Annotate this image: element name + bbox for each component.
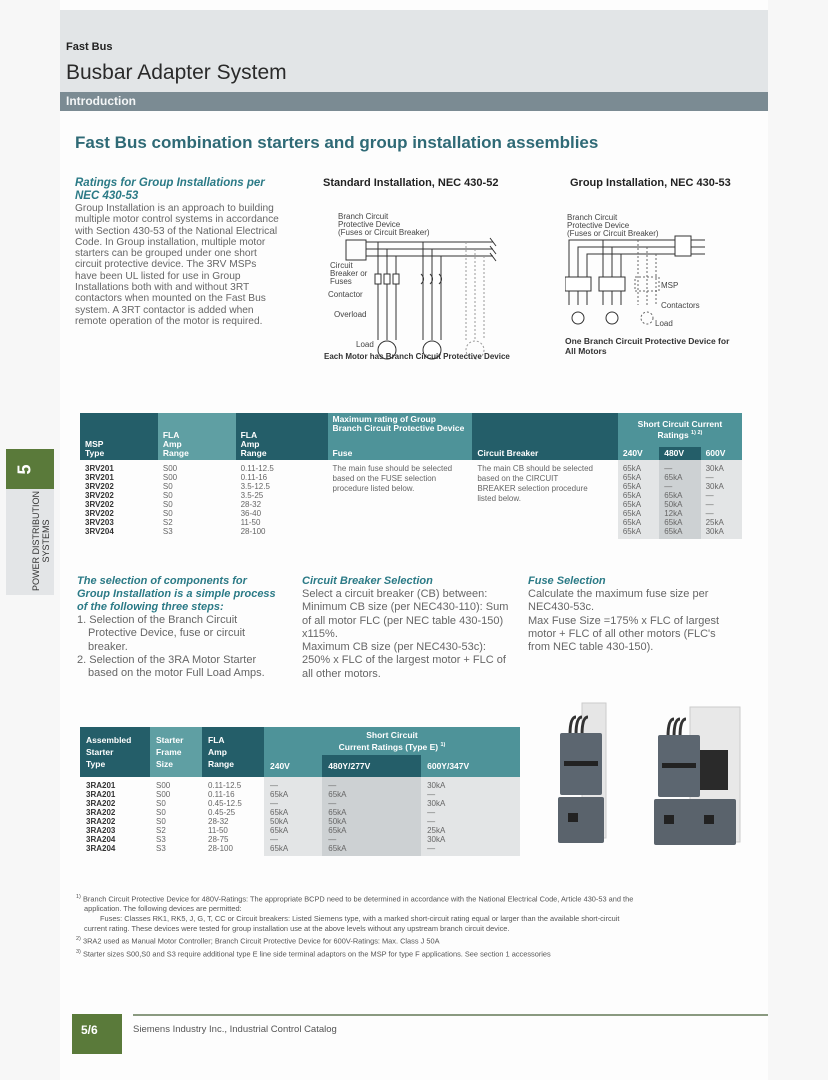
ratings-body: Group Installation is an approach to building multiple motor control systems in accordance with Section 430-53 of the National Electrical Code. In Group installation, multiple motor starters can be grouped under one short circuit protective device. The 3RV MSPs have been UL listed for use in Group Installations both with and without 3RT contactors when mounted on the Fast Bus system. A 3RT contactor is added when remote operation of the motor is required.	[75, 203, 279, 327]
cell-value: 0.45-12.5	[208, 798, 242, 808]
cell-value: 65kA	[270, 825, 289, 835]
step-item: 2. Selection of the 3RA Motor Starter based on the motor Full Load Amps.	[77, 653, 265, 680]
cell-value: 28-100	[208, 843, 233, 853]
cell-value: 65kA	[270, 843, 289, 853]
cell-value: 65kA	[270, 789, 289, 799]
header-kicker: Fast Bus	[66, 41, 113, 53]
step-item: 1. Selection of the Branch Circuit Protective Device, fuse or circuit breaker.	[77, 614, 246, 653]
msp-ratings-table	[80, 413, 742, 539]
cell-value: 65kA	[270, 807, 289, 817]
standard-installation-diagram	[328, 210, 508, 365]
cell-value: S0	[162, 491, 173, 500]
cell-value: —	[664, 482, 673, 491]
cell-value: 28-100	[240, 527, 266, 536]
main-heading: Fast Bus combination starters and group installation assemblies	[75, 133, 599, 152]
starter-r600-cell	[427, 781, 514, 853]
fuse-note: The main fuse should be selected based on the FUSE selection procedure listed below.	[332, 464, 453, 493]
frame-cell	[163, 464, 231, 536]
cell-value: 0.45-25	[208, 807, 236, 817]
col-sccr-type-e: Short Circuit Current Ratings (Type E) $^{1)}$	[264, 727, 520, 755]
cell-value: S0	[156, 807, 166, 817]
grp-bcpd-label2: Protective Device	[567, 221, 630, 230]
cell-value: 65kA	[664, 473, 683, 482]
footnote-1c: Fuses: Classes RK1, RK5, J, G, T, CC or Circuit breakers: Listed Siemens type, with a marked short-circuit rating equal or larger than the available short-circuit	[100, 914, 620, 924]
fuse-selection-section	[528, 575, 723, 654]
cell-value: S0	[156, 798, 166, 808]
starter-fla-cell	[208, 781, 258, 853]
page-title: Busbar Adapter System	[66, 61, 287, 84]
cell-value: 65kA	[664, 527, 683, 536]
std-cb-label1: Circuit	[330, 261, 353, 270]
col-sccr-group: Short Circuit Current Ratings $^{1) 2)}$	[618, 413, 742, 447]
cell-value: 11-50	[240, 518, 261, 527]
cell-value: 3RV204	[85, 527, 114, 536]
cell-value: 65kA	[622, 482, 642, 491]
cell-value: 65kA	[622, 473, 642, 482]
table-row	[80, 777, 520, 856]
std-overload-label: Overload	[334, 310, 367, 319]
starter-single	[558, 703, 606, 843]
section-tab-label	[31, 471, 51, 611]
std-contactor-label: Contactor	[328, 290, 363, 299]
std-cb-label3: Fuses	[330, 277, 352, 286]
cell-value: 3RA202	[86, 816, 116, 826]
section-label: Introduction	[66, 94, 136, 108]
starter-dual	[654, 707, 740, 845]
cell-value: 3RA201	[86, 789, 116, 799]
cell-value: 30kA	[427, 798, 446, 808]
fuse-selection-line2: Max Fuse Size =175% x FLC of largest motor + FLC of all other motors (FLC's from NEC table 430-150).	[528, 614, 720, 654]
cell-value: 3RA203	[86, 825, 116, 835]
col-fla: FLA Amp Range	[236, 413, 328, 460]
footnotes	[76, 892, 746, 959]
cell-value: 36-40	[240, 509, 262, 518]
cell-value: 0.11-16	[208, 789, 235, 799]
cell-value: 65kA	[328, 807, 347, 817]
grp-contactors-label: Contactors	[661, 301, 700, 310]
cell-value: 12kA	[664, 509, 683, 518]
cell-value: —	[427, 789, 436, 799]
cell-value: 3RA204	[86, 843, 116, 853]
cell-value: 0.11-16	[240, 473, 268, 482]
cell-value: 3RV202	[85, 491, 114, 500]
cell-value: S0	[162, 482, 173, 491]
std-bcpd-label2: Protective Device	[338, 220, 401, 229]
col-600v: 600V	[701, 447, 742, 460]
cell-value: 65kA	[622, 491, 642, 500]
cell-value: —	[427, 807, 436, 817]
cell-value: S2	[162, 518, 173, 527]
starter-type-cell	[86, 781, 144, 853]
std-bcpd-label3: (Fuses or Circuit Breaker)	[338, 228, 430, 237]
cell-value: 30kA	[427, 834, 446, 844]
group-optional-branch	[635, 240, 659, 324]
col-fla-range: FLA Amp Range	[202, 727, 264, 777]
cell-value: —	[328, 798, 337, 808]
cell-value: 65kA	[328, 789, 347, 799]
cell-value: 3RA202	[86, 807, 116, 817]
starter-r480-cell	[328, 781, 415, 853]
page-number-box	[72, 1014, 122, 1054]
starter-ratings-table	[80, 727, 520, 856]
grp-msp-label: MSP	[661, 281, 679, 290]
cell-value: —	[270, 798, 278, 808]
col-max-rating: Maximum rating of Group Branch Circuit Protective Device	[328, 413, 473, 447]
cell-value: 3.5-25	[240, 491, 264, 500]
footnote-2: $^{2)}$ 3RA2 used as Manual Motor Controller; Branch Circuit Protective Device for 600V-Ratings: Max. Class J 50A	[76, 936, 440, 946]
cell-value: 65kA	[622, 509, 642, 518]
cell-value: —	[270, 780, 278, 790]
cell-value: 50kA	[270, 816, 289, 826]
cell-value: S0	[156, 816, 166, 826]
cell-value: —	[328, 780, 337, 790]
page-number: 5/6	[81, 1023, 98, 1037]
r240-cell	[623, 464, 654, 536]
col-circuit-breaker: Circuit Breaker	[472, 447, 618, 460]
cell-value: 30kA	[427, 780, 446, 790]
group-caption-line2: All Motors	[565, 345, 607, 356]
cb-note: The main CB should be selected based on the CIRCUIT BREAKER selection procedure listed below.	[477, 464, 593, 503]
cell-value: —	[705, 491, 714, 500]
cell-value: 28-32	[208, 816, 229, 826]
cell-value: 30kA	[705, 482, 724, 491]
cell-value: 65kA	[664, 518, 683, 527]
steps-heading: The selection of components for Group Installation is a simple process of the following three steps:	[77, 575, 276, 613]
col-msp-type: MSP Type	[80, 413, 158, 460]
cell-value: 65kA	[328, 825, 347, 835]
std-cb-label2: Breaker or	[330, 269, 368, 278]
bcpd-box	[346, 240, 366, 260]
footer-rule	[133, 1014, 768, 1016]
cell-value: 65kA	[622, 500, 642, 509]
cb-selection-line1: Select a circuit breaker (CB) between:	[302, 588, 488, 600]
group-installation-diagram	[565, 210, 750, 335]
cell-value: 25kA	[705, 518, 724, 527]
cell-value: —	[664, 464, 673, 473]
cell-value: 3RV202	[85, 500, 114, 509]
cell-value: 3RA202	[86, 798, 116, 808]
cell-value: —	[705, 500, 714, 509]
cell-value: 65kA	[622, 464, 642, 473]
grp-bcpd-label3: (Fuses or Circuit Breaker)	[567, 229, 659, 238]
starter-product-photo	[540, 695, 750, 855]
cell-value: S3	[162, 527, 173, 536]
cell-value: —	[427, 816, 436, 826]
cell-value: 50kA	[328, 816, 347, 826]
col-240v: 240V	[264, 755, 322, 777]
steps-section	[77, 575, 282, 680]
tab-label-line2: SYSTEMS	[41, 519, 51, 563]
col-240v: 240V	[618, 447, 659, 460]
footnote-1: $^{1)}$ Branch Circuit Protective Device for 480V-Ratings: The appropriate BCPD need to be determined in accordance with the National Electrical Code, Article 430-53 and the	[76, 894, 634, 904]
footnote-3: $^{3)}$ Starter sizes S00,S0 and S3 require additional type E line side terminal adaptors on the MSP for type F applications. See section 1 accessories	[76, 948, 551, 959]
cell-value: 3RV202	[85, 482, 114, 491]
cell-value: S0	[162, 500, 173, 509]
col-480y: 480Y/277V	[322, 755, 421, 777]
cell-value: 3.5-12.5	[240, 482, 270, 491]
grp-load-label: Load	[655, 319, 673, 328]
ratings-heading: Ratings for Group Installations per NEC 430-53	[75, 177, 265, 202]
cell-value: 3RV201	[85, 473, 114, 482]
cb-selection-line2: Minimum CB size (per NEC430-110): Sum of all motor FLC (per NEC table 430-150) x115%.	[302, 601, 509, 640]
cell-value: S00	[156, 780, 171, 790]
cell-value: S0	[162, 509, 173, 518]
section-number: 5	[14, 464, 35, 475]
group-diagram-title: Group Installation, NEC 430-53	[570, 177, 731, 189]
cell-value: 11-50	[208, 825, 228, 835]
bus-lines	[366, 238, 496, 359]
cell-value: 3RV201	[85, 464, 114, 473]
cell-value: 3RV203	[85, 518, 114, 527]
cell-value: —	[705, 509, 714, 518]
cell-value: 65kA	[622, 518, 642, 527]
cell-value: S00	[162, 464, 178, 473]
footnote-1b: application. The following devices are permitted:	[84, 904, 242, 914]
cb-selection-line3: Maximum CB size (per NEC430-53c): 250% x FLC of the largest motor + FLC of all other motors.	[302, 641, 506, 680]
page-header	[60, 10, 768, 92]
cell-value: —	[705, 473, 714, 482]
starter-r240-cell	[270, 781, 316, 853]
std-bcpd-label1: Branch Circuit	[338, 212, 389, 221]
r480-cell	[664, 464, 695, 536]
cell-value: 0.11-12.5	[208, 780, 242, 790]
group-caption-line1: One Branch Circuit Protective Device for	[565, 336, 730, 346]
cell-value: S00	[156, 789, 171, 799]
cell-value: S3	[156, 834, 166, 844]
cell-value: 28-32	[240, 500, 262, 509]
tab-label-line1: POWER DISTRIBUTION	[31, 491, 41, 592]
cell-value: 65kA	[622, 527, 642, 536]
fuse-selection-heading: Fuse Selection	[528, 575, 606, 587]
section-bar	[60, 92, 768, 111]
col-600y: 600Y/347V	[421, 755, 520, 777]
ratings-section	[75, 177, 280, 327]
cell-value: S00	[162, 473, 178, 482]
footer-text: Siemens Industry Inc., Industrial Control Catalog	[133, 1024, 337, 1035]
cell-value: 30kA	[705, 527, 724, 536]
section-side-tab	[6, 449, 54, 595]
cell-value: 0.11-12.5	[240, 464, 274, 473]
cell-value: 3RA201	[86, 780, 116, 790]
cell-value: 25kA	[427, 825, 446, 835]
starter-frame-cell	[156, 781, 196, 853]
cb-selection-section	[302, 575, 512, 681]
cell-value: 50kA	[664, 500, 683, 509]
cb-selection-heading: Circuit Breaker Selection	[302, 575, 433, 587]
std-load-label: Load	[356, 340, 374, 349]
steps-list	[77, 614, 282, 680]
footnote-1d: current rating. These devices were tested for group installation use at the above levels without any upstream branch circuit device.	[84, 924, 510, 934]
col-fuse: Fuse	[328, 447, 473, 460]
cell-value: 3RA204	[86, 834, 116, 844]
cell-value: S2	[156, 825, 166, 835]
cell-value: 30kA	[705, 464, 724, 473]
table-row	[80, 460, 742, 539]
cell-value: —	[328, 834, 337, 844]
col-frame: FLA Amp Range	[158, 413, 236, 460]
cell-value: —	[427, 843, 436, 853]
group-diagram-caption	[565, 337, 729, 356]
cb-header-top	[472, 413, 618, 447]
optional-branch	[466, 242, 484, 359]
fla-cell	[241, 464, 323, 536]
cell-value: —	[270, 834, 278, 844]
grp-bcpd-label1: Branch Circuit	[567, 213, 618, 222]
standard-diagram-title: Standard Installation, NEC 430-52	[323, 177, 499, 189]
cell-value: 28-75	[208, 834, 229, 844]
col-480v: 480V	[659, 447, 700, 460]
col-starter-frame-size: Starter Frame Size	[150, 727, 202, 777]
msp-type-cell	[85, 464, 153, 536]
cell-value: 65kA	[328, 843, 347, 853]
col-assembled-starter-type: Assembled Starter Type	[80, 727, 150, 777]
cell-value: S3	[156, 843, 166, 853]
fuse-selection-line1: Calculate the maximum fuse size per NEC430-53c.	[528, 588, 709, 614]
r600-cell	[706, 464, 737, 536]
cell-value: 3RV202	[85, 509, 114, 518]
cell-value: 65kA	[664, 491, 683, 500]
standard-diagram-caption: Each Motor has Branch Circuit Protective Device	[324, 352, 510, 361]
